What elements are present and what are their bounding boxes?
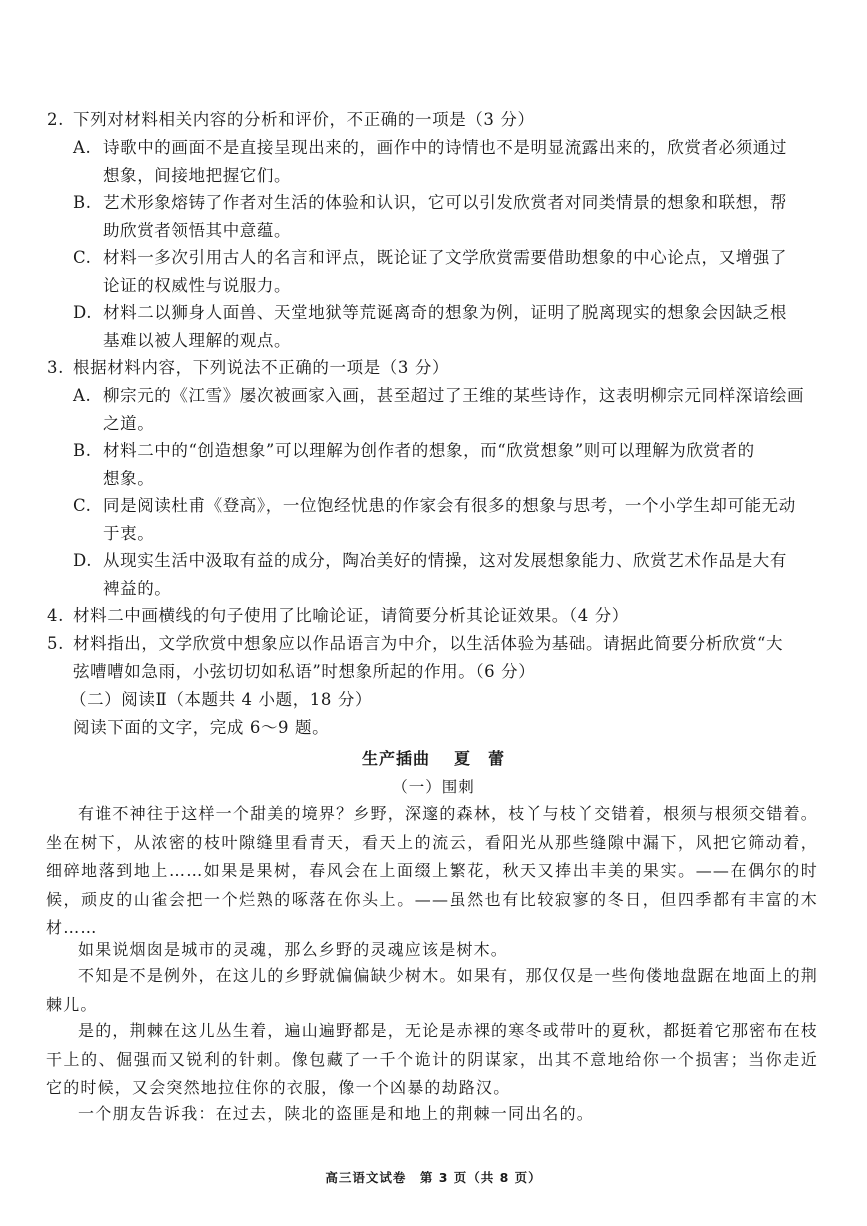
question-number: 4.	[47, 606, 64, 625]
article-paragraph-1	[46, 800, 818, 943]
article-author: 夏 蕾	[454, 749, 506, 768]
option-text-line2: 裨益的。	[103, 579, 172, 598]
question-number: 5.	[47, 634, 64, 653]
question-3-stem	[47, 354, 827, 382]
question-3-option-a	[73, 382, 825, 438]
option-text-line1: 艺术形象熔铸了作者对生活的体验和认识，它可以引发欣赏者对同类情景的想象和联想，帮	[103, 193, 787, 212]
article-title: 生产插曲	[361, 749, 430, 768]
option-text-line1: 同是阅读杜甫《登高》，一位饱经忧患的作家会有很多的想象与思考，一个小学生却可能无动	[103, 496, 796, 515]
option-text-line2: 基难以被人理解的观点。	[103, 331, 292, 350]
option-letter: D.	[73, 303, 93, 322]
question-5-line2: 弦嘈嘈如急雨，小弦切切如私语”时想象所起的作用。（6 分）	[73, 662, 536, 681]
option-text-line1: 诗歌中的画面不是直接呈现出来的，画作中的诗情也不是明显流露出来的，欣赏者必须通过	[103, 138, 787, 157]
option-text-line1: 材料二中的“创造想象”可以理解为创作者的想象，而“欣赏想象”则可以理解为欣赏者的	[103, 441, 755, 460]
article-paragraph-5	[46, 1100, 818, 1129]
article-paragraph-2	[46, 936, 818, 965]
section-heading: （二）阅读Ⅱ（本题共 4 小题，18 分）	[70, 690, 373, 709]
question-2-option-b	[73, 189, 825, 245]
option-text-line1: 材料一多次引用古人的名言和评点，既论证了文学欣赏需要借助想象的中心论点，又增强了	[103, 248, 787, 267]
paragraph-text: 不知是不是例外，在这儿的乡野就偏偏缺少树木。如果有，那仅仅是一些佝偻地盘踞在地面上的荆棘儿。	[46, 966, 818, 1014]
article-subtitle: （一）围刺	[392, 778, 475, 796]
question-3-option-b	[73, 437, 825, 493]
question-2-option-c	[73, 244, 825, 300]
option-letter: B.	[73, 441, 92, 460]
question-3-option-d	[73, 547, 825, 603]
question-text: 根据材料内容，下列说法不正确的一项是（3 分）	[73, 358, 450, 377]
question-text: 下列对材料相关内容的分析和评价，不正确的一项是（3 分）	[73, 110, 535, 129]
paragraph-text: 如果说烟囱是城市的灵魂，那么乡野的灵魂应该是树木。	[78, 940, 509, 959]
question-text: 材料二中画横线的句子使用了比喻论证，请简要分析其论证效果。（4 分）	[73, 606, 629, 625]
question-4-stem	[47, 602, 827, 630]
option-text-line2: 之道。	[103, 414, 155, 433]
article-paragraph-3	[46, 962, 818, 1019]
paragraph-text: 是的，荆棘在这儿丛生着，遍山遍野都是，无论是赤裸的寒冬或带叶的夏秋，都挺着它那密布在枝干上的、倔强而又锐利的针刺。像包藏了一千个诡计的阴谋家，出其不意地给你一个损害；当你走近它的时候，又会突然地拉住你的衣服，像一个凶暴的劫路汉。	[46, 1021, 818, 1097]
section-instruction: 阅读下面的文字，完成 6～9 题。	[73, 718, 330, 737]
article-title-line	[0, 746, 867, 769]
option-letter: B.	[73, 193, 92, 212]
option-text-line2: 论证的权威性与说服力。	[103, 276, 292, 295]
question-number: 2.	[47, 110, 64, 129]
question-2-option-d	[73, 299, 825, 355]
option-letter: C.	[73, 248, 92, 267]
paragraph-text: 有谁不神往于这样一个甜美的境界？乡野，深邃的森林，枝丫与枝丫交错着，根须与根须交错着。坐在树下，从浓密的枝叶隙缝里看青天，看天上的流云，看阳光从那些缝隙中漏下，风把它筛动着，细碎地落到地上……如果是果树，春风会在上面缀上繁花，秋天又捧出丰美的果实。——在偶尔的时候，顽皮的山雀会把一个烂熟的啄落在你头上。——虽然也有比较寂寥的冬日，但四季都有丰富的木材……	[46, 804, 818, 937]
question-5-stem	[47, 630, 827, 658]
question-2-stem	[47, 106, 827, 134]
option-text-line2: 于衷。	[103, 524, 155, 543]
option-text-line1: 从现实生活中汲取有益的成分，陶冶美好的情操，这对发展想象能力、欣赏艺术作品是大有	[103, 551, 787, 570]
option-letter: D.	[73, 551, 93, 570]
article-paragraph-4	[46, 1017, 818, 1103]
question-2-option-a	[73, 134, 825, 190]
option-text-line1: 柳宗元的《江雪》屡次被画家入画，甚至超过了王维的某些诗作，这表明柳宗元同样深谙绘画	[103, 386, 805, 405]
question-3-option-c	[73, 492, 825, 548]
option-letter: C.	[73, 496, 92, 515]
paragraph-text: 一个朋友告诉我：在过去，陕北的盗匪是和地上的荆棘一同出名的。	[78, 1104, 595, 1123]
option-text-line1: 材料二以狮身人面兽、天堂地狱等荒诞离奇的想象为例，证明了脱离现实的想象会因缺乏根	[103, 303, 787, 322]
question-number: 3.	[47, 358, 64, 377]
page-footer: 高三语文试卷 第 3 页（共 8 页）	[325, 1170, 542, 1185]
option-text-line2: 想象，间接地把握它们。	[103, 166, 292, 185]
option-letter: A.	[73, 138, 92, 157]
option-text-line2: 想象。	[103, 469, 155, 488]
option-text-line2: 助欣赏者领悟其中意蕴。	[103, 221, 292, 240]
option-letter: A.	[73, 386, 92, 405]
question-text-line1: 材料指出，文学欣赏中想象应以作品语言为中介，以生活体验为基础。请据此简要分析欣赏“大	[73, 634, 784, 653]
